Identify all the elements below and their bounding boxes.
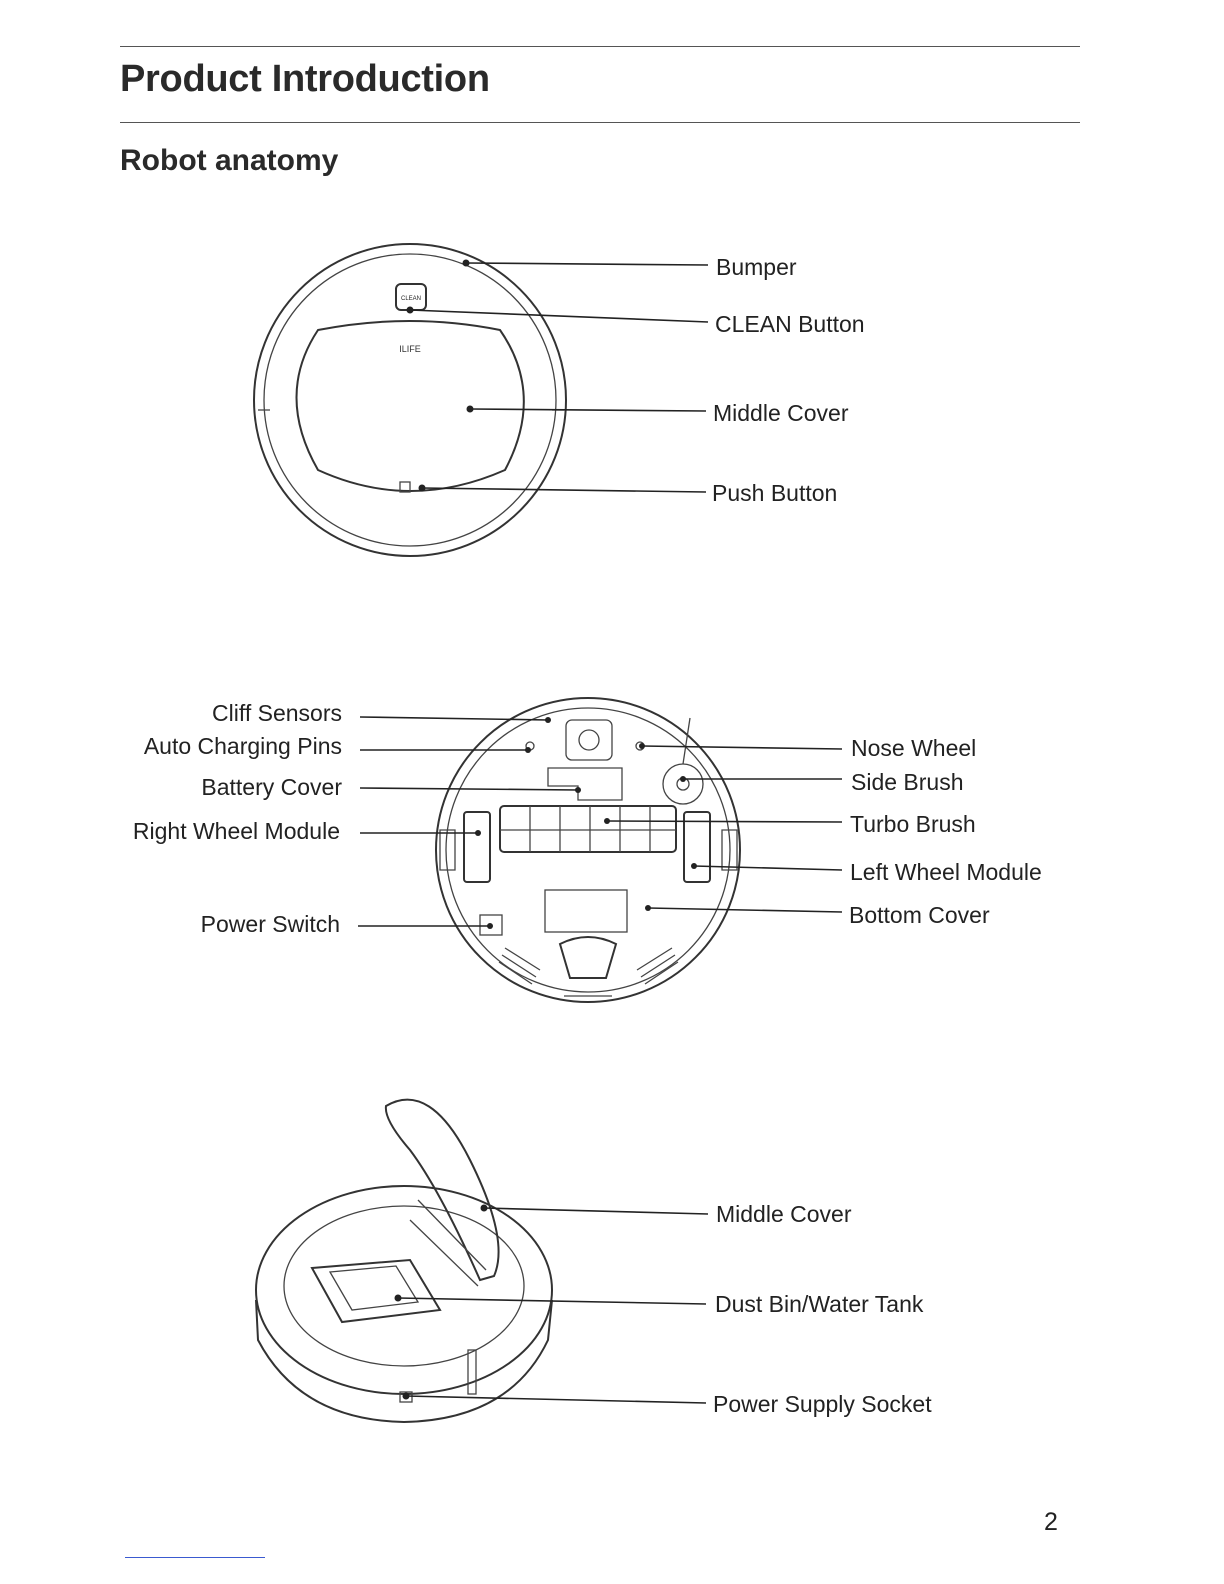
label-bumper: Bumper — [716, 254, 797, 280]
page-title: Product Introduction — [120, 58, 490, 100]
label-cliff-sensors: Cliff Sensors — [212, 700, 342, 726]
page-number: 2 — [1044, 1508, 1058, 1536]
side-brush-base — [663, 764, 703, 804]
robot-bottom-view — [358, 698, 842, 1002]
robot-top-view — [254, 244, 708, 556]
rear-port-shape — [560, 937, 616, 978]
label-left-wheel-module: Left Wheel Module — [850, 859, 1042, 885]
footer-line — [125, 1557, 265, 1558]
right-wheel-module-shape — [464, 812, 490, 882]
brand-logo: ILIFE — [399, 344, 421, 354]
label-clean-button: CLEAN Button — [715, 311, 865, 337]
robot-open-body-side — [256, 1300, 552, 1422]
robot-open-view — [256, 1100, 708, 1422]
label-push-button: Push Button — [712, 480, 838, 506]
label-turbo-brush: Turbo Brush — [850, 811, 976, 837]
label-nose-wheel: Nose Wheel — [851, 735, 977, 761]
label-middle-cover-top: Middle Cover — [713, 400, 849, 426]
nose-wheel-housing — [566, 720, 612, 760]
label-power-switch: Power Switch — [200, 911, 340, 937]
label-bottom-cover: Bottom Cover — [849, 902, 990, 928]
section-title: Robot anatomy — [120, 144, 339, 177]
label-power-supply-socket: Power Supply Socket — [713, 1391, 932, 1417]
bottom-cover-plate — [545, 890, 627, 932]
label-dust-bin-water-tank: Dust Bin/Water Tank — [715, 1291, 924, 1317]
clean-button-text: CLEAN — [400, 296, 422, 302]
robot-open-body-top — [256, 1186, 552, 1394]
label-side-brush: Side Brush — [851, 769, 964, 795]
label-right-wheel-module: Right Wheel Module — [132, 818, 340, 844]
label-middle-cover-open: Middle Cover — [716, 1201, 852, 1227]
label-auto-charging-pins: Auto Charging Pins — [143, 733, 342, 759]
battery-cover-shape — [548, 768, 622, 800]
robot-top-outer-body — [254, 244, 566, 556]
label-battery-cover: Battery Cover — [201, 774, 342, 800]
dust-bin-shape — [312, 1260, 440, 1322]
left-wheel-module-shape — [684, 812, 710, 882]
robot-bottom-outer-body — [436, 698, 740, 1002]
